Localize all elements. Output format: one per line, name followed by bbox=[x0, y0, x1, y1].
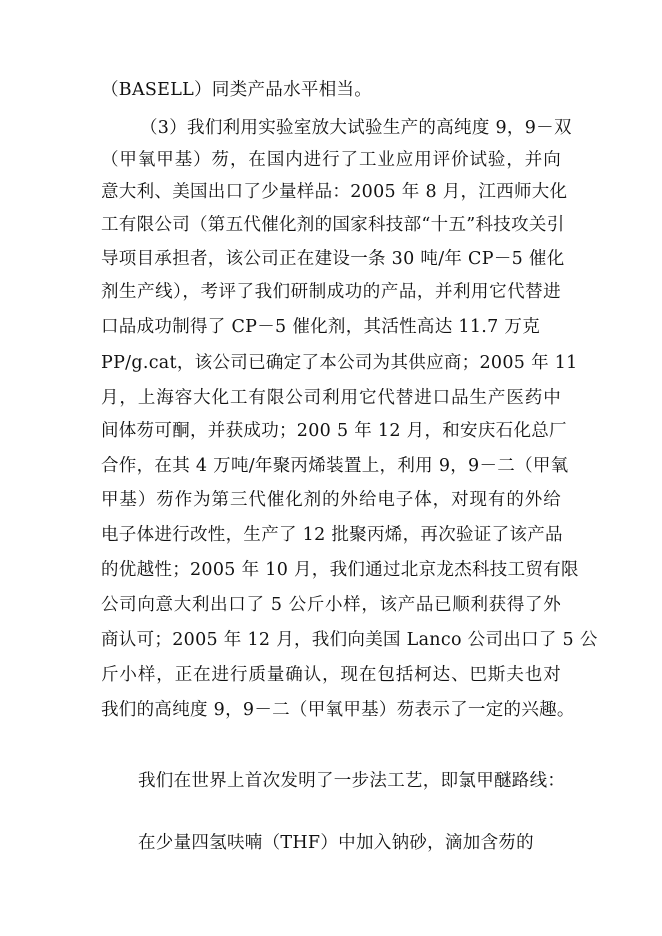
text-line: PP/g.cat，该公司已确定了本公司为其供应商；2005 年 11 bbox=[101, 353, 578, 373]
text-line: 口品成功制得了 CP－5 催化剂，其活性高达 11.7 万克 bbox=[101, 317, 541, 337]
text-line: 合作，在其 4 万吨/年聚丙烯装置上，利用 9，9－二（甲氧 bbox=[101, 456, 569, 476]
text-line: （3）我们利用实验室放大试验生产的高纯度 9，9－双 bbox=[140, 118, 572, 138]
paragraph-method: 我们在世界上首次发明了一步法工艺，即氯甲醚路线： bbox=[138, 771, 566, 791]
text-line: 意大利、美国出口了少量样品：2005 年 8 月，江西师大化 bbox=[101, 182, 568, 202]
text-line: （甲氧甲基）芴，在国内进行了工业应用评价试验，并向 bbox=[101, 150, 561, 170]
text-line: 导项目承担者，该公司正在建设一条 30 吨/年 CP－5 催化 bbox=[101, 249, 565, 269]
text-line: 我们的高纯度 9，9－二（甲氧甲基）芴表示了一定的兴趣。 bbox=[101, 700, 575, 720]
text-line: 甲基）芴作为第三代催化剂的外给电子体，对现有的外给 bbox=[101, 490, 561, 510]
text-line: 公司向意大利出口了 5 公斤小样，该产品已顺利获得了外 bbox=[101, 595, 561, 615]
text-line: 的优越性；2005 年 10 月，我们通过北京龙杰科技工贸有限 bbox=[101, 560, 579, 580]
text-line: 剂生产线），考评了我们研制成功的产品，并利用它代替进 bbox=[101, 282, 561, 302]
text-line: 斤小样，正在进行质量确认，现在包括柯达、巴斯夫也对 bbox=[101, 665, 561, 685]
text-line: 工有限公司（第五代催化剂的国家科技部“十五”科技攻关引 bbox=[101, 215, 565, 235]
text-line: （BASELL）同类产品水平相当。 bbox=[101, 80, 373, 100]
text-line: 商认可；2005 年 12 月，我们向美国 Lanco 公司出口了 5 公 bbox=[101, 630, 598, 650]
paragraph-procedure: 在少量四氢呋喃（THF）中加入钠砂，滴加含芴的 bbox=[138, 833, 534, 853]
text-line: 电子体进行改性，生产了 12 批聚丙烯，再次验证了该产品 bbox=[101, 525, 563, 545]
text-line: 月，上海容大化工有限公司利用它代替进口品生产医药中 bbox=[101, 388, 561, 408]
text-line: 间体芴可酮，并获成功；200 5 年 12 月，和安庆石化总厂 bbox=[101, 421, 567, 441]
